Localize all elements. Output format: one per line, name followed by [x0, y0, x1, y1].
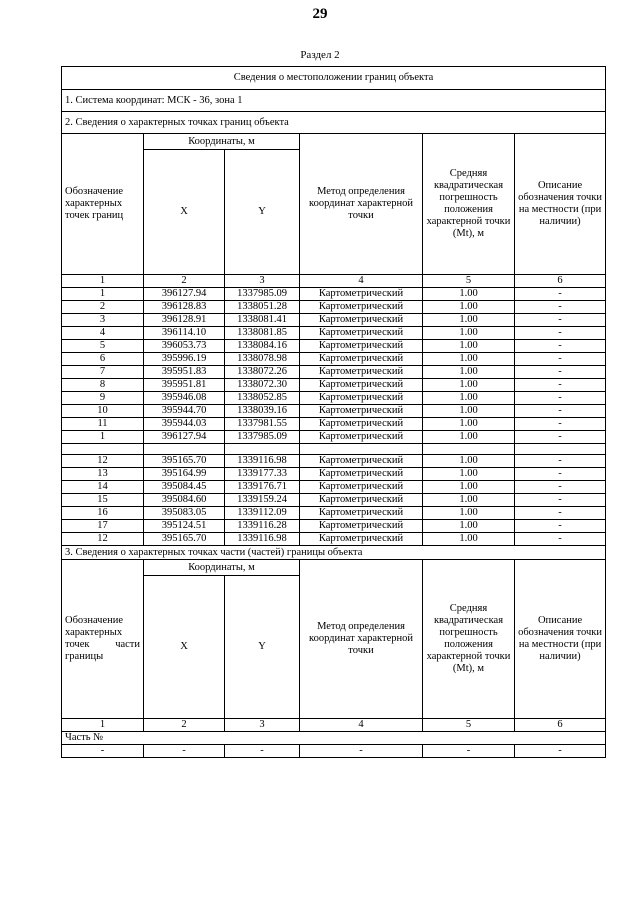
y-coordinate-cell: 1339116.98 [225, 533, 300, 546]
table-row [62, 468, 606, 481]
method-cell: Картометрический [300, 379, 423, 392]
description-cell: - [515, 494, 606, 507]
point-number-cell: 5 [62, 340, 144, 353]
point-number-cell: 14 [62, 481, 144, 494]
x-coordinate-cell: 395164.99 [144, 468, 225, 481]
header-x: X [144, 576, 225, 719]
header-error: Средняя квадратическая погрешность положения характерной точки (Mt), м [423, 560, 515, 719]
column-number: 5 [423, 275, 515, 288]
column-number: 1 [62, 719, 144, 732]
y-coordinate-cell: 1339116.28 [225, 520, 300, 533]
y-coordinate-cell: 1337985.09 [225, 288, 300, 301]
y-coordinate-cell: 1338081.85 [225, 327, 300, 340]
section3-row [62, 546, 606, 560]
table-row [62, 353, 606, 366]
column-number: 3 [225, 275, 300, 288]
description-cell: - [515, 340, 606, 353]
error-cell: 1.00 [423, 288, 515, 301]
column-number: 2 [144, 275, 225, 288]
x-coordinate-cell: 395951.83 [144, 366, 225, 379]
point-number-cell: 12 [62, 455, 144, 468]
error-cell: 1.00 [423, 533, 515, 546]
y-coordinate-cell: 1338039.16 [225, 405, 300, 418]
error-cell: 1.00 [423, 314, 515, 327]
point-number-cell: 1 [62, 288, 144, 301]
method-cell: Картометрический [300, 468, 423, 481]
point-number-cell: 12 [62, 533, 144, 546]
x-coordinate-cell: 396114.10 [144, 327, 225, 340]
error-cell: 1.00 [423, 481, 515, 494]
y-coordinate-cell: 1337985.09 [225, 431, 300, 444]
description-cell: - [515, 301, 606, 314]
empty-cell: - [423, 745, 515, 758]
x-coordinate-cell: 396127.94 [144, 288, 225, 301]
y-coordinate-cell: 1337981.55 [225, 418, 300, 431]
description-cell: - [515, 392, 606, 405]
method-cell: Картометрический [300, 405, 423, 418]
point-number-cell: 15 [62, 494, 144, 507]
method-cell: Картометрический [300, 520, 423, 533]
table-row [62, 533, 606, 546]
x-coordinate-cell: 395124.51 [144, 520, 225, 533]
table-row [62, 494, 606, 507]
boundary-table [61, 66, 606, 758]
description-cell: - [515, 314, 606, 327]
table-row [62, 314, 606, 327]
point-number-cell: 6 [62, 353, 144, 366]
description-cell: - [515, 379, 606, 392]
y-coordinate-cell: 1339177.33 [225, 468, 300, 481]
y-coordinate-cell: 1339159.24 [225, 494, 300, 507]
column-number: 6 [515, 719, 606, 732]
title-row [62, 67, 606, 90]
table-row [62, 431, 606, 444]
header-error: Средняя квадратическая погрешность положения характерной точки (Mt), м [423, 134, 515, 275]
table-row [62, 455, 606, 468]
method-cell: Картометрический [300, 301, 423, 314]
empty-cell: - [144, 745, 225, 758]
header-method: Метод определения координат характерной точки [300, 560, 423, 719]
point-number-cell: 13 [62, 468, 144, 481]
error-cell: 1.00 [423, 327, 515, 340]
error-cell: 1.00 [423, 418, 515, 431]
y-coordinate-cell: 1338052.85 [225, 392, 300, 405]
description-cell: - [515, 353, 606, 366]
y-coordinate-cell: 1339116.98 [225, 455, 300, 468]
y-coordinate-cell: 1338078.98 [225, 353, 300, 366]
column-numbers-row [62, 719, 606, 732]
method-cell: Картометрический [300, 353, 423, 366]
header-designation-part: Обозначение характерных точек части границы [62, 560, 144, 719]
table-title: Сведения о местоположении границ объекта [62, 67, 606, 90]
x-coordinate-cell: 395944.70 [144, 405, 225, 418]
table-row [62, 405, 606, 418]
point-number-cell: 1 [62, 431, 144, 444]
empty-cell: - [62, 745, 144, 758]
y-coordinate-cell: 1338072.26 [225, 366, 300, 379]
table-row [62, 392, 606, 405]
description-cell: - [515, 288, 606, 301]
method-cell: Картометрический [300, 481, 423, 494]
table-row [62, 327, 606, 340]
description-cell: - [515, 481, 606, 494]
empty-cell: - [225, 745, 300, 758]
column-number: 3 [225, 719, 300, 732]
column-number: 1 [62, 275, 144, 288]
x-coordinate-cell: 395083.05 [144, 507, 225, 520]
method-cell: Картометрический [300, 340, 423, 353]
method-cell: Картометрический [300, 431, 423, 444]
error-cell: 1.00 [423, 405, 515, 418]
description-cell: - [515, 533, 606, 546]
section-label: Раздел 2 [300, 49, 340, 61]
error-cell: 1.00 [423, 340, 515, 353]
part-label: Часть № [62, 732, 606, 745]
section2-row [62, 112, 606, 134]
x-coordinate-cell: 396127.94 [144, 431, 225, 444]
x-coordinate-cell: 396128.91 [144, 314, 225, 327]
error-cell: 1.00 [423, 366, 515, 379]
error-cell: 1.00 [423, 520, 515, 533]
header-coordinates: Координаты, м [144, 560, 300, 576]
header-designation: Обозначение характерных точек границ [62, 134, 144, 275]
description-cell: - [515, 431, 606, 444]
error-cell: 1.00 [423, 379, 515, 392]
point-number-cell: 16 [62, 507, 144, 520]
y-coordinate-cell: 1339112.09 [225, 507, 300, 520]
empty-cell: - [300, 745, 423, 758]
coordinate-system: 1. Система координат: МСК - 36, зона 1 [62, 90, 606, 112]
header-description: Описание обозначения точки на местности (при наличии) [515, 134, 606, 275]
y-coordinate-cell: 1338072.30 [225, 379, 300, 392]
description-cell: - [515, 418, 606, 431]
x-coordinate-cell: 395165.70 [144, 455, 225, 468]
error-cell: 1.00 [423, 494, 515, 507]
x-coordinate-cell: 395951.81 [144, 379, 225, 392]
table-row [62, 301, 606, 314]
part-row [62, 732, 606, 745]
column-number: 4 [300, 719, 423, 732]
table-row [62, 379, 606, 392]
table-row [62, 340, 606, 353]
point-number-cell: 11 [62, 418, 144, 431]
table-row [62, 288, 606, 301]
error-cell: 1.00 [423, 431, 515, 444]
page-number: 29 [312, 6, 328, 22]
x-coordinate-cell: 395944.03 [144, 418, 225, 431]
method-cell: Картометрический [300, 366, 423, 379]
section-3-title: 3. Сведения о характерных точках части (частей) границы объекта [62, 546, 606, 560]
header-row-top [62, 134, 606, 150]
section-2-title: 2. Сведения о характерных точках границ объекта [62, 112, 606, 134]
method-cell: Картометрический [300, 455, 423, 468]
point-number-cell: 17 [62, 520, 144, 533]
description-cell: - [515, 327, 606, 340]
column-number: 2 [144, 719, 225, 732]
point-number-cell: 3 [62, 314, 144, 327]
header-description: Описание обозначения точки на местности (при наличии) [515, 560, 606, 719]
x-coordinate-cell: 395946.08 [144, 392, 225, 405]
header-coordinates: Координаты, м [144, 134, 300, 150]
contour-separator-row [62, 444, 606, 455]
description-cell: - [515, 468, 606, 481]
table-row [62, 418, 606, 431]
description-cell: - [515, 520, 606, 533]
point-number-cell: 7 [62, 366, 144, 379]
description-cell: - [515, 455, 606, 468]
table-row [62, 481, 606, 494]
table-row [62, 520, 606, 533]
error-cell: 1.00 [423, 353, 515, 366]
column-numbers-row [62, 275, 606, 288]
column-number: 4 [300, 275, 423, 288]
description-cell: - [515, 507, 606, 520]
description-cell: - [515, 366, 606, 379]
header2-row-top [62, 560, 606, 576]
method-cell: Картометрический [300, 418, 423, 431]
x-coordinate-cell: 395084.45 [144, 481, 225, 494]
error-cell: 1.00 [423, 468, 515, 481]
table-row [62, 366, 606, 379]
method-cell: Картометрический [300, 533, 423, 546]
system-row [62, 90, 606, 112]
method-cell: Картометрический [300, 494, 423, 507]
y-coordinate-cell: 1339176.71 [225, 481, 300, 494]
x-coordinate-cell: 396053.73 [144, 340, 225, 353]
method-cell: Картометрический [300, 314, 423, 327]
header-x: X [144, 150, 225, 275]
y-coordinate-cell: 1338084.16 [225, 340, 300, 353]
x-coordinate-cell: 395996.19 [144, 353, 225, 366]
empty-cell: - [515, 745, 606, 758]
point-number-cell: 9 [62, 392, 144, 405]
header-y: Y [225, 150, 300, 275]
method-cell: Картометрический [300, 392, 423, 405]
point-number-cell: 2 [62, 301, 144, 314]
error-cell: 1.00 [423, 301, 515, 314]
table-row [62, 507, 606, 520]
x-coordinate-cell: 395165.70 [144, 533, 225, 546]
description-cell: - [515, 405, 606, 418]
header-y: Y [225, 576, 300, 719]
empty-data-row [62, 745, 606, 758]
method-cell: Картометрический [300, 327, 423, 340]
error-cell: 1.00 [423, 507, 515, 520]
method-cell: Картометрический [300, 288, 423, 301]
point-number-cell: 10 [62, 405, 144, 418]
column-number: 5 [423, 719, 515, 732]
point-number-cell: 4 [62, 327, 144, 340]
y-coordinate-cell: 1338051.28 [225, 301, 300, 314]
column-number: 6 [515, 275, 606, 288]
header-method: Метод определения координат характерной точки [300, 134, 423, 275]
y-coordinate-cell: 1338081.41 [225, 314, 300, 327]
method-cell: Картометрический [300, 507, 423, 520]
error-cell: 1.00 [423, 455, 515, 468]
error-cell: 1.00 [423, 392, 515, 405]
x-coordinate-cell: 396128.83 [144, 301, 225, 314]
point-number-cell: 8 [62, 379, 144, 392]
x-coordinate-cell: 395084.60 [144, 494, 225, 507]
